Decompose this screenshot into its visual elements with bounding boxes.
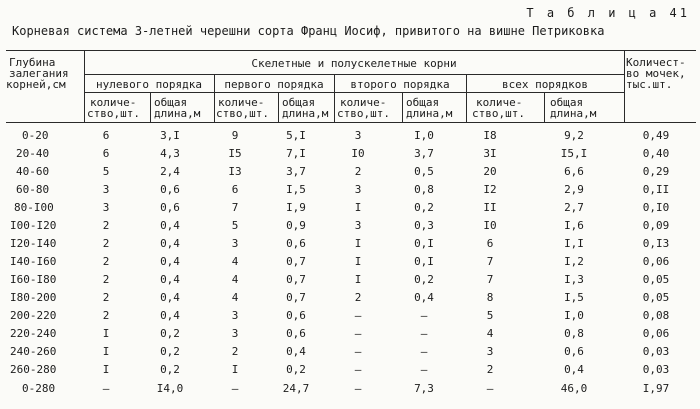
length-all-cell: I,2 <box>564 255 584 268</box>
count-order2-cell: I <box>354 201 362 214</box>
sub-col-rule-2 <box>402 93 403 123</box>
count-order2-cell: I <box>354 237 362 250</box>
count-order2-cell: I0 <box>351 147 365 160</box>
count-order1-cell: 2 <box>231 345 239 358</box>
length-order1-cell: 5,I <box>286 129 306 142</box>
rootlets-cell: 0,03 <box>642 345 670 358</box>
top-rule <box>6 50 696 51</box>
depth-cell: I60-I80 <box>10 273 57 286</box>
length-order1-cell: 0,6 <box>286 309 306 322</box>
length-order0-cell: 0,2 <box>160 345 180 358</box>
sub-col-rule-0 <box>150 93 151 123</box>
count-order1-cell: 5 <box>231 219 239 232</box>
count-all-cell: 20 <box>483 165 497 178</box>
count-order0-cell: 6 <box>102 129 110 142</box>
count-order1-cell: 3 <box>231 237 239 250</box>
count-order1-cell: I <box>231 363 239 376</box>
header-rootlets-line3: тыс.шт. <box>626 78 673 91</box>
count-order2-cell: 3 <box>354 183 362 196</box>
count-order1-cell: 4 <box>231 273 239 286</box>
length-order2-cell: – <box>420 363 428 376</box>
count-all-cell: II <box>483 201 497 214</box>
length-order1-cell: 0,6 <box>286 237 306 250</box>
length-order0-cell: 4,3 <box>160 147 180 160</box>
count-order2-cell: – <box>354 309 362 322</box>
length-order0-cell: 0,2 <box>160 327 180 340</box>
length-order0-cell: 3,I <box>160 129 180 142</box>
length-order1-cell: 0,7 <box>286 255 306 268</box>
count-order1-cell: 3 <box>231 327 239 340</box>
rootlets-cell: 0,06 <box>642 327 670 340</box>
count-order0-cell: I <box>102 363 110 376</box>
table-row <box>0 127 700 145</box>
count-order2-cell: – <box>354 327 362 340</box>
depth-col-rule <box>84 51 85 123</box>
count-all-cell: I0 <box>483 219 497 232</box>
header-count-0-a: количе- <box>90 96 137 109</box>
header-count-all-a: количе- <box>476 96 523 109</box>
count-order1-cell: 4 <box>231 291 239 304</box>
group-rule <box>84 74 624 75</box>
rootlets-cell: 0,05 <box>642 291 670 304</box>
table-row <box>0 145 700 163</box>
header-length-1-b: длина,м <box>282 107 329 120</box>
count-all-cell: – <box>486 382 494 395</box>
rootlets-cell: 0,II <box>642 183 670 196</box>
length-order1-cell: 0,4 <box>286 345 306 358</box>
count-order0-cell: 3 <box>102 201 110 214</box>
count-order2-cell: – <box>354 345 362 358</box>
count-order0-cell: 2 <box>102 291 110 304</box>
rootlets-cell: 0,I0 <box>642 201 670 214</box>
table-row <box>0 199 700 217</box>
length-order0-cell: 0,4 <box>160 309 180 322</box>
length-all-cell: 46,0 <box>560 382 588 395</box>
header-bottom-rule <box>6 122 696 123</box>
table-row <box>0 235 700 253</box>
length-order2-cell: 0,2 <box>414 273 434 286</box>
count-order2-cell: – <box>354 382 362 395</box>
length-all-cell: 0,8 <box>564 327 584 340</box>
header-length-all-a: общая <box>550 96 584 109</box>
header-skeletal-roots: Скелетные и полускелетные корни <box>251 57 457 70</box>
header-depth-line1: Глубина <box>9 56 56 69</box>
depth-cell: 220-240 <box>10 327 57 340</box>
length-order1-cell: 7,I <box>286 147 306 160</box>
count-order0-cell: – <box>102 382 110 395</box>
count-order1-cell: 3 <box>231 309 239 322</box>
header-count-1-b: ство,шт. <box>216 107 269 120</box>
sub-col-rule-all <box>544 93 545 123</box>
count-all-cell: I8 <box>483 129 497 142</box>
count-order0-cell: I <box>102 345 110 358</box>
length-order2-cell: 0,I <box>414 237 434 250</box>
table-row <box>0 289 700 307</box>
length-all-cell: 6,6 <box>564 165 584 178</box>
length-order2-cell: I,0 <box>414 129 434 142</box>
count-order0-cell: 2 <box>102 237 110 250</box>
header-rootlets-line2: во мочек, <box>626 67 686 80</box>
length-all-cell: 0,4 <box>564 363 584 376</box>
count-order1-cell: I5 <box>228 147 242 160</box>
count-order2-cell: 3 <box>354 129 362 142</box>
length-order2-cell: – <box>420 327 428 340</box>
depth-cell: I80-200 <box>10 291 57 304</box>
length-order1-cell: 0,7 <box>286 291 306 304</box>
length-order0-cell: 0,4 <box>160 219 180 232</box>
rootlets-cell: 0,03 <box>642 363 670 376</box>
length-order0-cell: 2,4 <box>160 165 180 178</box>
count-order1-cell: 6 <box>231 183 239 196</box>
rootlets-cell: I,97 <box>642 382 670 395</box>
depth-cell: I40-I60 <box>10 255 57 268</box>
count-order1-cell: 4 <box>231 255 239 268</box>
length-all-cell: I,6 <box>564 219 584 232</box>
count-order0-cell: 3 <box>102 183 110 196</box>
table-row <box>0 343 700 361</box>
length-order0-cell: 0,6 <box>160 201 180 214</box>
count-all-cell: 3I <box>483 147 497 160</box>
rootlets-col-rule <box>624 51 625 123</box>
count-all-cell: I2 <box>483 183 497 196</box>
depth-cell: 260-280 <box>10 363 57 376</box>
length-order2-cell: 0,I <box>414 255 434 268</box>
table-number: Т а б л и ц а 41 <box>526 6 690 20</box>
rootlets-cell: 0,40 <box>642 147 670 160</box>
count-all-cell: 6 <box>486 237 494 250</box>
count-order1-cell: I3 <box>228 165 242 178</box>
length-all-cell: 9,2 <box>564 129 584 142</box>
depth-cell: 0-280 <box>22 382 56 395</box>
table-caption: Корневая система 3-летней черешни сорта Франц Иосиф, привитого на вишне Петриковка <box>12 24 605 38</box>
count-order1-cell: 9 <box>231 129 239 142</box>
length-order2-cell: 3,7 <box>414 147 434 160</box>
count-order0-cell: 5 <box>102 165 110 178</box>
header-count-0-b: ство,шт. <box>87 107 140 120</box>
count-all-cell: 7 <box>486 273 494 286</box>
header-count-all-b: ство,шт. <box>472 107 525 120</box>
header-length-0-b: длина,м <box>154 107 201 120</box>
count-order2-cell: 2 <box>354 165 362 178</box>
order2-col-rule <box>466 75 467 123</box>
count-order0-cell: 2 <box>102 219 110 232</box>
length-order0-cell: I4,0 <box>156 382 184 395</box>
table-row <box>0 217 700 235</box>
length-order0-cell: 0,4 <box>160 291 180 304</box>
depth-cell: 80-I00 <box>14 201 54 214</box>
header-length-2-a: общая <box>406 96 440 109</box>
count-all-cell: 3 <box>486 345 494 358</box>
order1-col-rule <box>334 75 335 123</box>
count-order0-cell: 2 <box>102 255 110 268</box>
length-all-cell: I,3 <box>564 273 584 286</box>
length-order2-cell: 0,4 <box>414 291 434 304</box>
length-order2-cell: 0,8 <box>414 183 434 196</box>
length-order2-cell: – <box>420 309 428 322</box>
length-order1-cell: I,5 <box>286 183 306 196</box>
rootlets-cell: 0,49 <box>642 129 670 142</box>
length-all-cell: I,I <box>564 237 584 250</box>
length-order1-cell: 0,9 <box>286 219 306 232</box>
length-order2-cell: 7,3 <box>414 382 434 395</box>
depth-cell: 240-260 <box>10 345 57 358</box>
rootlets-cell: 0,09 <box>642 219 670 232</box>
count-order1-cell: 7 <box>231 201 239 214</box>
count-order2-cell: I <box>354 255 362 268</box>
order-rule <box>84 92 624 93</box>
table-row <box>0 325 700 343</box>
table-row <box>0 271 700 289</box>
depth-cell: 200-220 <box>10 309 57 322</box>
table-row <box>0 253 700 271</box>
header-length-all-b: длина,м <box>550 107 597 120</box>
depth-cell: I00-I20 <box>10 219 57 232</box>
length-order0-cell: 0,4 <box>160 273 180 286</box>
rootlets-cell: 0,08 <box>642 309 670 322</box>
length-all-cell: I,0 <box>564 309 584 322</box>
length-all-cell: 2,9 <box>564 183 584 196</box>
depth-cell: 60-80 <box>16 183 50 196</box>
length-order0-cell: 0,4 <box>160 237 180 250</box>
table-row <box>0 181 700 199</box>
count-order0-cell: 2 <box>102 273 110 286</box>
header-depth-line2: залегания <box>9 67 69 80</box>
count-order2-cell: 2 <box>354 291 362 304</box>
length-order0-cell: 0,6 <box>160 183 180 196</box>
count-order2-cell: I <box>354 273 362 286</box>
length-all-cell: I5,I <box>560 147 588 160</box>
depth-cell: 40-60 <box>16 165 50 178</box>
header-rootlets-line1: Количест- <box>626 56 686 69</box>
count-all-cell: 7 <box>486 255 494 268</box>
header-count-2-a: количе- <box>340 96 387 109</box>
length-order1-cell: 0,2 <box>286 363 306 376</box>
table-row <box>0 163 700 181</box>
length-order1-cell: 0,6 <box>286 327 306 340</box>
count-order0-cell: 6 <box>102 147 110 160</box>
header-length-0-a: общая <box>154 96 188 109</box>
table-row <box>0 361 700 379</box>
length-order0-cell: 0,2 <box>160 363 180 376</box>
count-order2-cell: – <box>354 363 362 376</box>
count-all-cell: 4 <box>486 327 494 340</box>
depth-cell: 20-40 <box>16 147 50 160</box>
length-order1-cell: 0,7 <box>286 273 306 286</box>
length-order0-cell: 0,4 <box>160 255 180 268</box>
header-count-2-b: ство,шт. <box>337 107 390 120</box>
length-all-cell: 2,7 <box>564 201 584 214</box>
rootlets-cell: 0,29 <box>642 165 670 178</box>
count-order0-cell: I <box>102 327 110 340</box>
rootlets-cell: 0,I3 <box>642 237 670 250</box>
length-all-cell: 0,6 <box>564 345 584 358</box>
rootlets-cell: 0,05 <box>642 273 670 286</box>
length-order2-cell: 0,3 <box>414 219 434 232</box>
rootlets-cell: 0,06 <box>642 255 670 268</box>
depth-cell: 0-20 <box>22 129 49 142</box>
table-row <box>0 307 700 325</box>
length-order1-cell: 3,7 <box>286 165 306 178</box>
sub-col-rule-1 <box>278 93 279 123</box>
count-order2-cell: 3 <box>354 219 362 232</box>
length-order2-cell: 0,5 <box>414 165 434 178</box>
header-all-orders: всех порядков <box>501 78 589 91</box>
header-count-1-a: количе- <box>218 96 265 109</box>
length-order1-cell: 24,7 <box>282 382 310 395</box>
header-length-2-b: длина,м <box>406 107 453 120</box>
header-depth-line3: корней,см <box>6 78 66 91</box>
count-all-cell: 2 <box>486 363 494 376</box>
table-row-total <box>0 380 700 398</box>
order0-col-rule <box>214 75 215 123</box>
length-order2-cell: – <box>420 345 428 358</box>
header-order2: второго порядка <box>350 78 450 91</box>
length-order2-cell: 0,2 <box>414 201 434 214</box>
header-order0: нулевого порядка <box>96 78 202 91</box>
count-all-cell: 5 <box>486 309 494 322</box>
depth-cell: I20-I40 <box>10 237 57 250</box>
length-all-cell: I,5 <box>564 291 584 304</box>
count-order0-cell: 2 <box>102 309 110 322</box>
count-order1-cell: – <box>231 382 239 395</box>
header-order1: первого порядка <box>224 78 324 91</box>
length-order1-cell: I,9 <box>286 201 306 214</box>
header-length-1-a: общая <box>282 96 316 109</box>
count-all-cell: 8 <box>486 291 494 304</box>
